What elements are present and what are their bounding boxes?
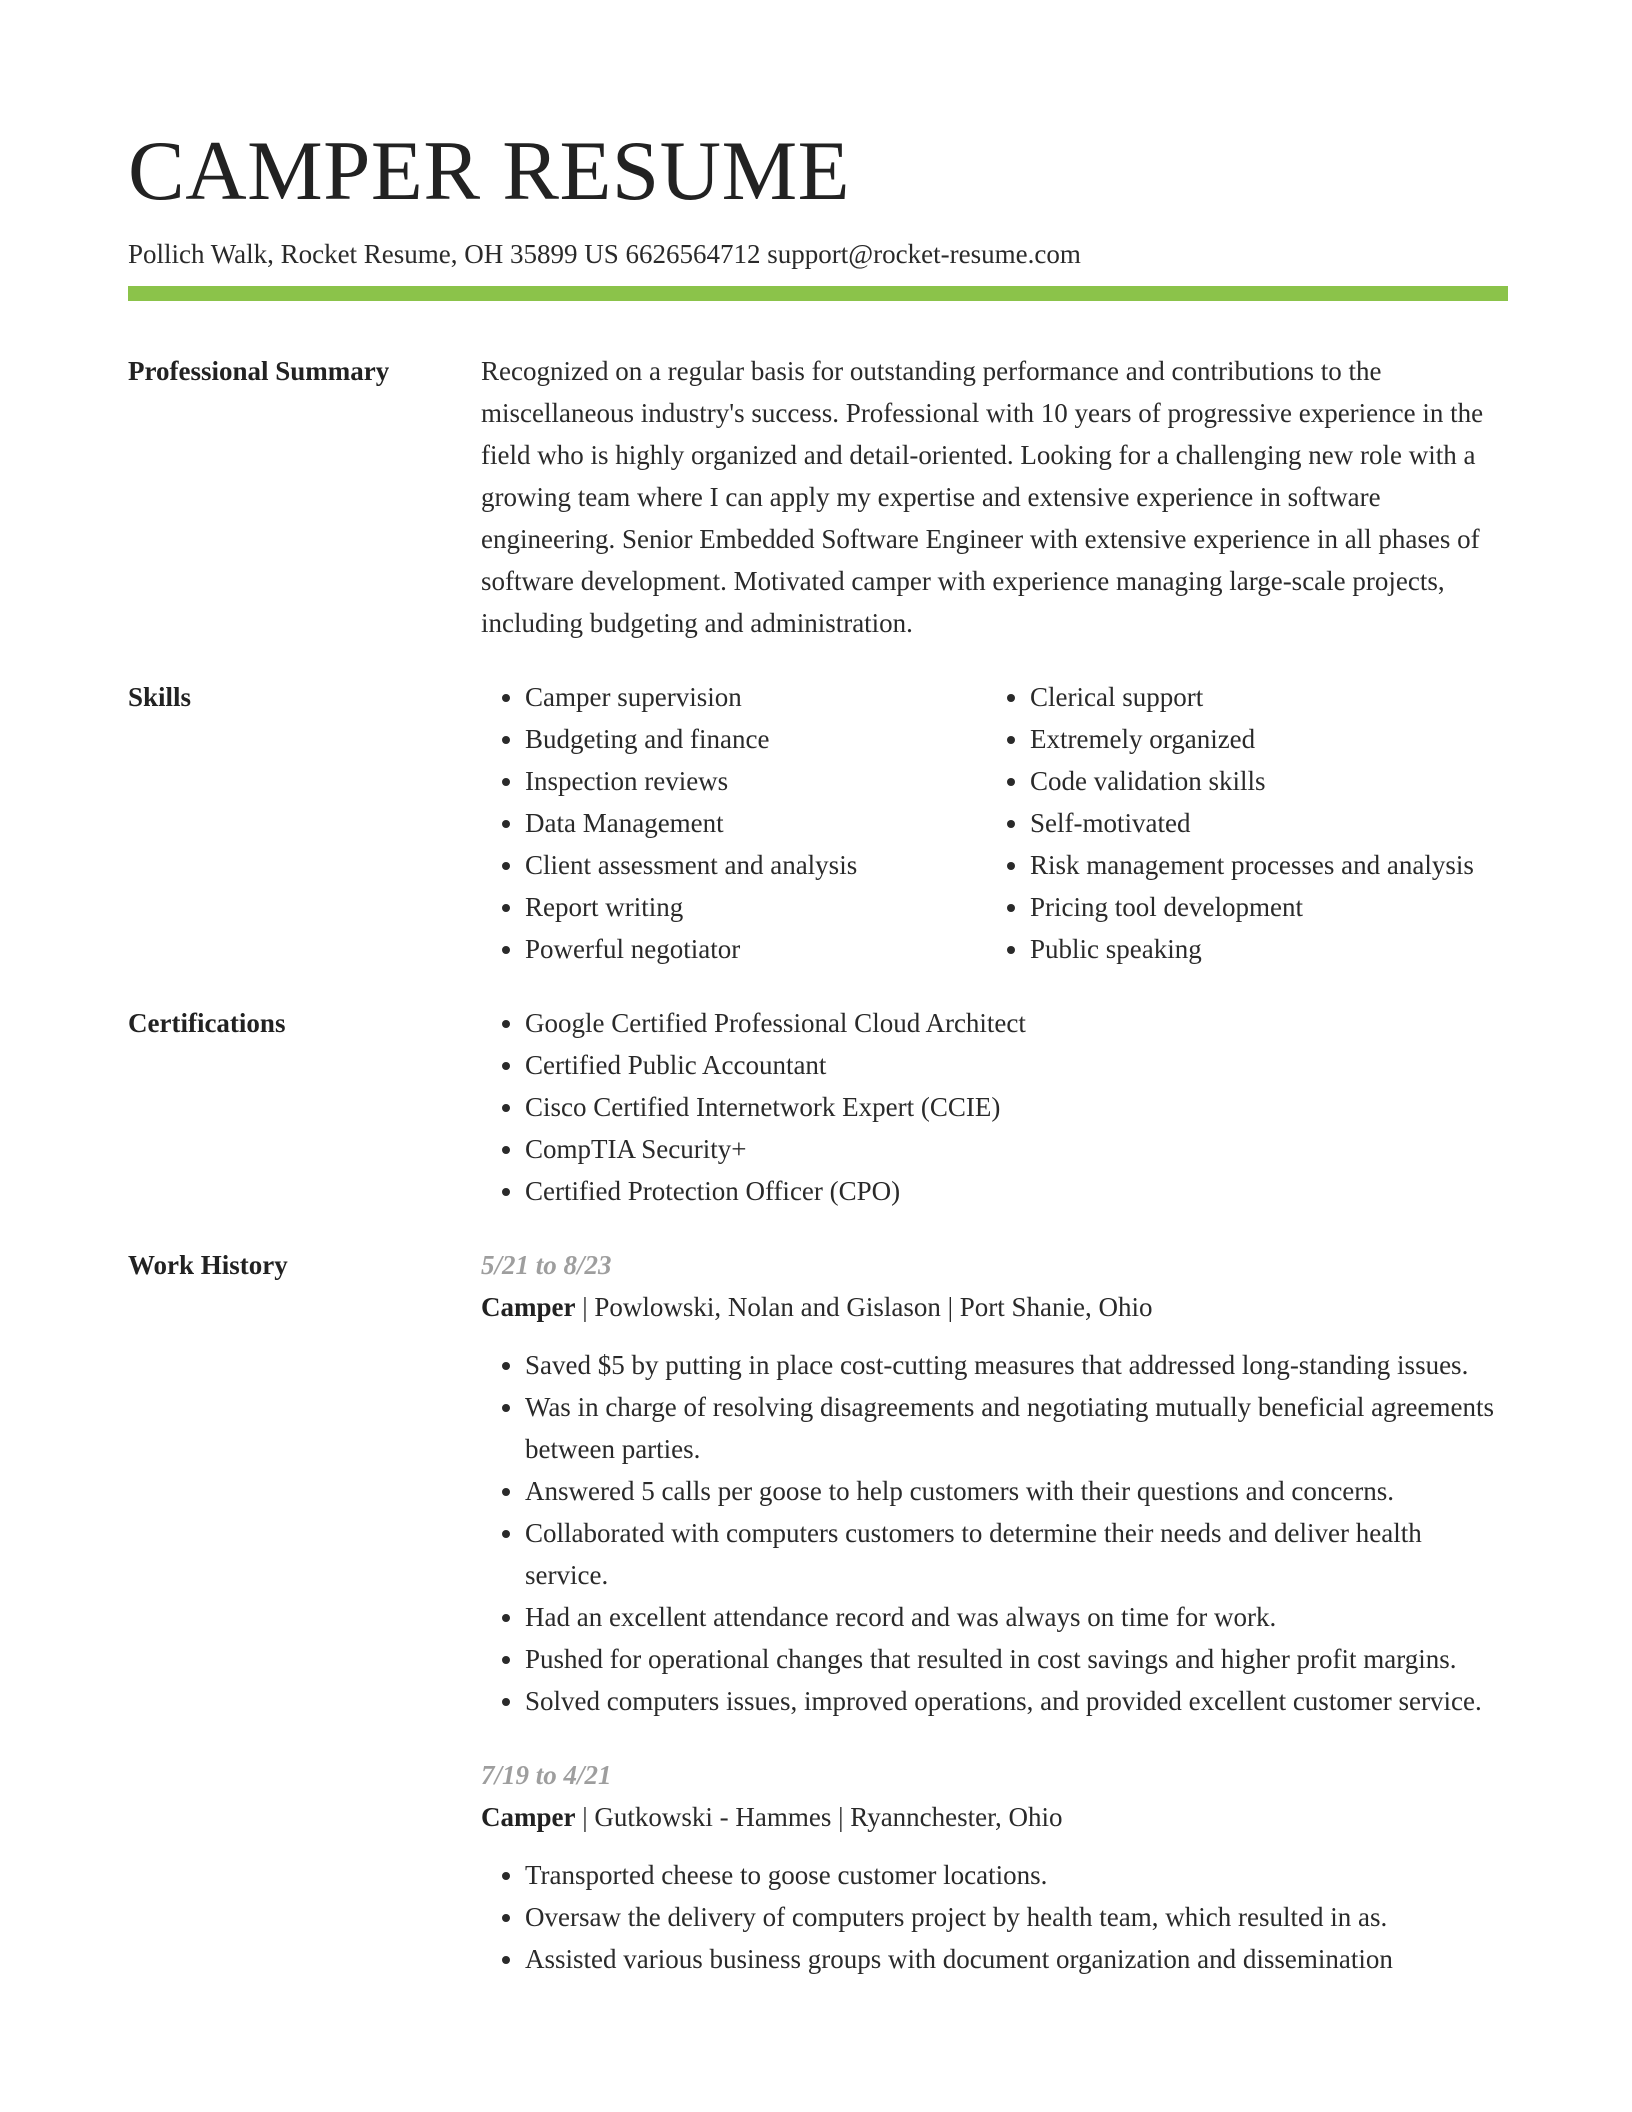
skill-item: • Data Management	[525, 802, 986, 844]
job-employer-location: | Powlowski, Nolan and Gislason | Port Shanie, Ohio	[575, 1292, 1153, 1322]
section-skills	[128, 676, 1508, 970]
section-label-work-history: Work History	[128, 1250, 288, 1280]
candidate-name: CAMPER RESUME	[128, 124, 851, 218]
skill-item: • Clerical support	[1030, 676, 1508, 718]
job-dates: 5/21 to 8/23	[481, 1250, 612, 1280]
job-bullet: • Assisted various business groups with document organization and dissemination	[525, 1938, 1508, 1980]
skill-item: • Risk management processes and analysis	[1030, 844, 1508, 886]
section-label-skills: Skills	[128, 682, 192, 712]
job-title: Camper	[481, 1802, 576, 1832]
job-entry	[481, 1244, 1508, 1722]
skill-item: • Camper supervision	[525, 676, 986, 718]
skills-grid	[481, 676, 1508, 970]
skills-column-right	[986, 676, 1508, 970]
certifications-list	[481, 1002, 1508, 1212]
section-label-certifications: Certifications	[128, 1008, 286, 1038]
job-bullet: • Solved computers issues, improved operations, and provided excellent customer service.	[525, 1680, 1508, 1722]
certification-item: • Certified Protection Officer (CPO)	[525, 1170, 1508, 1212]
skill-item: • Budgeting and finance	[525, 718, 986, 760]
skill-item: • Extremely organized	[1030, 718, 1508, 760]
section-label-summary: Professional Summary	[128, 356, 390, 386]
job-dates: 7/19 to 4/21	[481, 1760, 612, 1790]
job-title: Camper	[481, 1292, 576, 1322]
job-bullet: • Answered 5 calls per goose to help customers with their questions and concerns.	[525, 1470, 1508, 1512]
summary-body	[481, 350, 1508, 644]
skills-list-left	[481, 676, 986, 970]
skills-list-right	[986, 676, 1508, 970]
certification-item: • Cisco Certified Internetwork Expert (CCIE)	[525, 1086, 1508, 1128]
skill-item: • Self-motivated	[1030, 802, 1508, 844]
certification-item: • Google Certified Professional Cloud Architect	[525, 1002, 1508, 1044]
skill-item: • Report writing	[525, 886, 986, 928]
skill-item: • Public speaking	[1030, 928, 1508, 970]
skills-column-left	[481, 676, 986, 970]
job-bullet: • Oversaw the delivery of computers project by health team, which resulted in as.	[525, 1896, 1508, 1938]
skill-item: • Inspection reviews	[525, 760, 986, 802]
work-history-body	[481, 1244, 1508, 2012]
job-title-line	[481, 1796, 1508, 1838]
job-bullet: • Had an excellent attendance record and was always on time for work.	[525, 1596, 1508, 1638]
skill-item: • Powerful negotiator	[525, 928, 986, 970]
job-bullet: • Pushed for operational changes that resulted in cost savings and higher profit margins.	[525, 1638, 1508, 1680]
job-title-line	[481, 1286, 1508, 1328]
skill-item: • Code validation skills	[1030, 760, 1508, 802]
skill-item: • Client assessment and analysis	[525, 844, 986, 886]
job-employer-location: | Gutkowski - Hammes | Ryannchester, Ohio	[575, 1802, 1063, 1832]
job-entry	[481, 1754, 1508, 1980]
job-bullet: • Was in charge of resolving disagreements and negotiating mutually beneficial agreements between parties.	[525, 1386, 1508, 1470]
job-bullet: • Transported cheese to goose customer locations.	[525, 1854, 1508, 1896]
section-professional-summary	[128, 350, 1508, 644]
resume-header	[128, 116, 1508, 272]
skill-item: • Pricing tool development	[1030, 886, 1508, 928]
certification-item: • CompTIA Security+	[525, 1128, 1508, 1170]
summary-text: Recognized on a regular basis for outstanding performance and contributions to the miscellaneous industry's success. Professional with 10 years of progressive experience in the field who is highly organized and detail-oriented. Looking for a challenging new role with a growing team where I can apply my expertise and extensive experience in software engineering. Senior Embedded Software Engineer with extensive experience in all phases of software development. Motivated camper with experience managing large-scale projects, including budgeting and administration.	[481, 356, 1484, 638]
section-certifications	[128, 1002, 1508, 1212]
job-bullets	[481, 1344, 1508, 1722]
certification-item: • Certified Public Accountant	[525, 1044, 1508, 1086]
section-work-history	[128, 1244, 1508, 2012]
job-bullet: • Collaborated with computers customers to determine their needs and deliver health service.	[525, 1512, 1508, 1596]
job-bullets	[481, 1854, 1508, 1980]
contact-line: Pollich Walk, Rocket Resume, OH 35899 US 6626564712 support@rocket-resume.com	[128, 239, 1081, 269]
job-bullet: • Saved $5 by putting in place cost-cutting measures that addressed long-standing issues.	[525, 1344, 1508, 1386]
certifications-body	[481, 1002, 1508, 1212]
accent-divider	[128, 286, 1508, 301]
resume-content	[128, 350, 1508, 2044]
